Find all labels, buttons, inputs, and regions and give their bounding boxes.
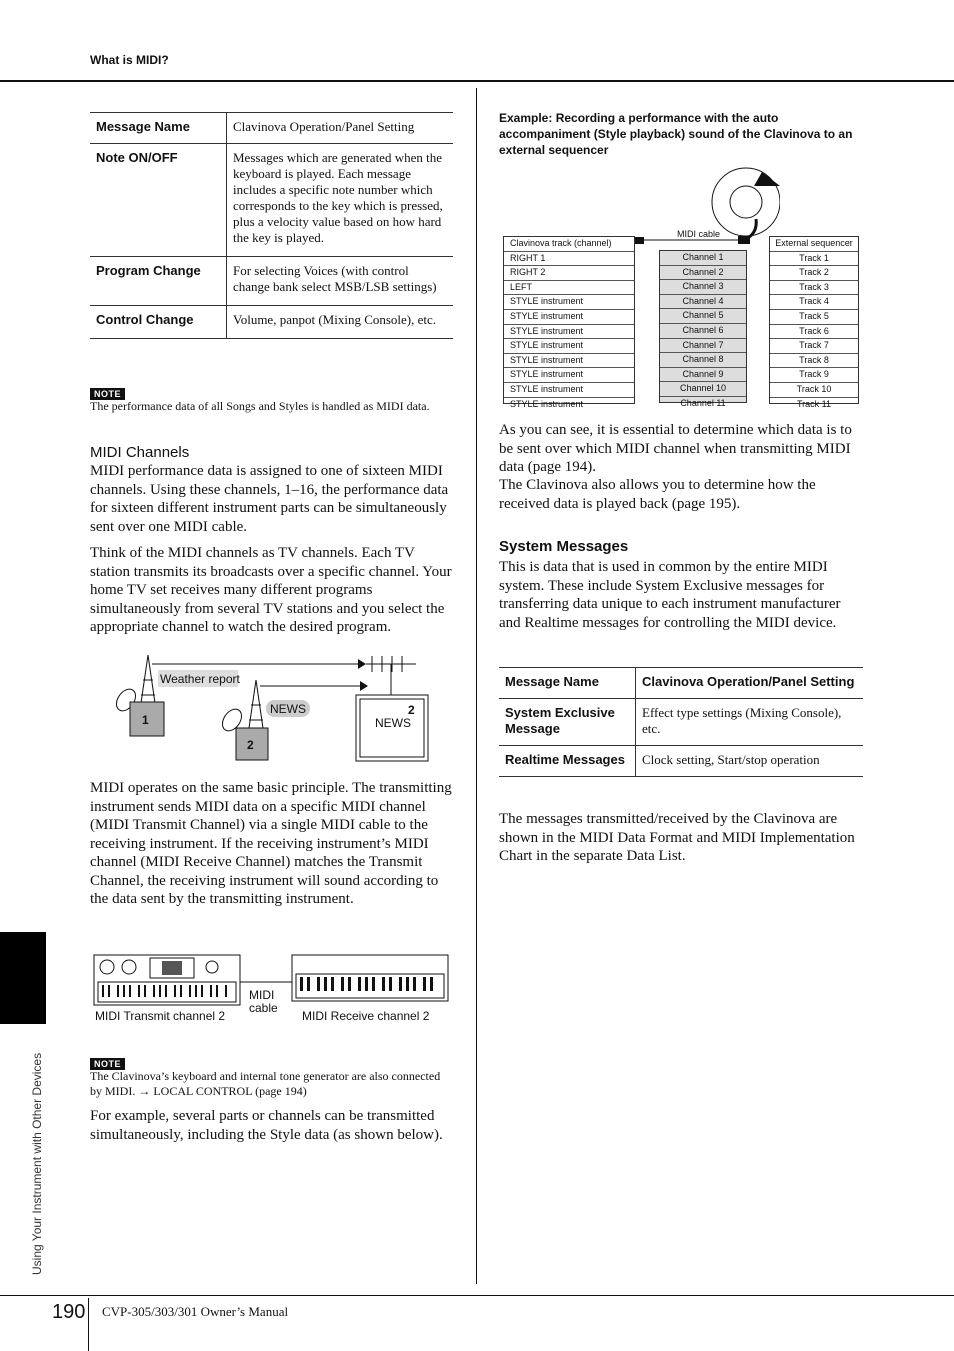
channel-item: Channel 3 [660, 280, 746, 295]
section-label: What is MIDI? [90, 53, 169, 67]
table-cell: Realtime Messages [499, 746, 636, 777]
cable-label-1: MIDI [249, 988, 275, 1002]
channel-item: Channel 6 [660, 324, 746, 339]
sequencer-track: Track 7 [770, 339, 858, 354]
column-divider [476, 88, 477, 1284]
channel-column [659, 250, 747, 408]
table-head-cell: Message Name [499, 668, 636, 699]
note-icon: NOTE [90, 388, 125, 400]
clavinova-track-column [503, 236, 635, 409]
side-tab [0, 932, 46, 1024]
sequencer-track: Track 5 [770, 310, 858, 325]
channel-item: Channel 11 [680, 397, 726, 408]
channel-item: Channel 10 [660, 382, 746, 397]
table-cell: System Exclusive Message [499, 699, 636, 746]
table-row [499, 746, 863, 777]
track-item: RIGHT 2 [504, 266, 634, 281]
paragraph: As you can see, it is essential to determine which data is to be sent over which MIDI channel when transmitting MIDI data (page 194). [499, 422, 852, 475]
sequencer-track: Track 10 [770, 383, 858, 398]
midi-cable-label: MIDI cable [677, 229, 721, 239]
top-rule [0, 80, 954, 82]
table-row [90, 144, 453, 257]
table-head-cell: Message Name [90, 113, 227, 144]
sequencer-track: Track 2 [770, 266, 858, 281]
table-row [499, 699, 863, 746]
track-item: STYLE instrument [504, 368, 634, 383]
manual-title: CVP-305/303/301 Owner’s Manual [102, 1304, 289, 1319]
table-cell: Clock setting, Start/stop operation [636, 746, 864, 777]
track-item: RIGHT 1 [504, 252, 634, 267]
weather-label: Weather report [160, 672, 240, 686]
note-icon: NOTE [90, 1058, 125, 1070]
table-row [499, 668, 863, 699]
external-sequencer-column [769, 236, 859, 409]
cable-label-2: cable [249, 1001, 278, 1015]
track-item: STYLE instrument [504, 339, 634, 354]
track-item: LEFT [504, 281, 634, 296]
paragraph: The Clavinova also allows you to determine how the received data is played back (page 195). [499, 477, 816, 512]
system-message-table [499, 667, 863, 777]
channel-item: Channel 8 [660, 353, 746, 368]
table-cell: Note ON/OFF [90, 144, 227, 257]
sequencer-track: Track 9 [770, 368, 858, 383]
channel-item: Channel 1 [660, 251, 746, 266]
table-cell: Messages which are generated when the keyboard is played. Each message includes a specific note number which corresponds to the key which is pressed, plus a velocity value based on how hard the key is played. [227, 144, 454, 257]
transmit-label: MIDI Transmit channel 2 [95, 1009, 226, 1023]
track-item: STYLE instrument [504, 295, 634, 310]
example-heading: Example: Recording a performance with the auto accompaniment (Style playback) sound of the Clavinova to an external sequencer [499, 111, 853, 157]
track-item: STYLE instrument [510, 398, 584, 409]
sequencer-track: Track 11 [796, 398, 831, 409]
paragraph: MIDI performance data is assigned to one of sixteen MIDI channels. Using these channels, 1–16, the performance data for sixteen different instrument parts can be simultaneously sent over one MIDI cable. [90, 463, 449, 535]
channel-2-label: 2 [247, 738, 254, 752]
news-label: NEWS [270, 702, 306, 716]
paragraph: For example, several parts or channels can be transmitted simultaneously, including the Style data (as shown below). [90, 1108, 443, 1143]
note-text-1: The performance data of all Songs and Styles is handled as MIDI data. [90, 399, 430, 413]
channel-1-label: 1 [142, 713, 149, 727]
note-text-2: The Clavinova’s keyboard and internal tone generator are also connected by MIDI. → LOCAL CONTROL (page 194) [90, 1069, 441, 1098]
sequencer-track: Track 3 [770, 281, 858, 296]
channel-item: Channel 7 [660, 339, 746, 354]
sequencer-track: Track 4 [770, 295, 858, 310]
track-item: STYLE instrument [504, 325, 634, 340]
paragraph: The messages transmitted/received by the Clavinova are shown in the MIDI Data Format and MIDI Implementation Chart in the separate Data List. [499, 811, 855, 864]
tv-channel-number: 2 [408, 703, 415, 717]
paragraph: Think of the MIDI channels as TV channels. Each TV station transmits its broadcasts over a specific channel. Your home TV set receives many different programs simultaneously from several TV stations and you select the appropriate channel to watch the desired program. [90, 545, 452, 635]
table-cell: Control Change [90, 306, 227, 339]
page-number-rule [88, 1298, 89, 1351]
table-row [90, 257, 453, 306]
table-head-cell: Clavinova Operation/Panel Setting [227, 113, 454, 144]
channel-item: Channel 5 [660, 309, 746, 324]
midi-channels-heading: MIDI Channels [90, 444, 190, 461]
table-head-cell: Clavinova Operation/Panel Setting [636, 668, 864, 699]
track-item: STYLE instrument [504, 354, 634, 369]
tv-screen-label: NEWS [375, 716, 411, 730]
column-header: External sequencer [770, 237, 858, 252]
channel-item: Channel 9 [660, 368, 746, 383]
channel-item: Channel 2 [660, 266, 746, 281]
table-row [90, 306, 453, 339]
channel-item: Channel 4 [660, 295, 746, 310]
track-item: STYLE instrument [504, 383, 634, 398]
paragraph: MIDI operates on the same basic principle. The transmitting instrument sends MIDI data on a specific MIDI channel (MIDI Transmit Channel) via a single MIDI cable to the receiving instrument. If the receiving instrument’s MIDI channel (MIDI Receive Channel) matches the Transmit Channel, the receiving instrument will sound according to the data sent by the transmitting instrument. [90, 780, 452, 907]
table-cell: Volume, panpot (Mixing Console), etc. [227, 306, 454, 339]
track-item: STYLE instrument [504, 310, 634, 325]
table-cell: Program Change [90, 257, 227, 306]
column-header: Clavinova track (channel) [504, 237, 634, 252]
bottom-rule [0, 1295, 954, 1296]
table-cell: Effect type settings (Mixing Console), etc. [636, 699, 864, 746]
page-number: 190 [52, 1301, 86, 1323]
paragraph: This is data that is used in common by the entire MIDI system. These include System Exclusive messages for transferring data unique to each instrument manufacturer and Realtime messages for controlling the MIDI device. [499, 559, 841, 631]
message-table [90, 112, 453, 339]
sequencer-track: Track 1 [770, 252, 858, 267]
table-row [90, 113, 453, 144]
sequencer-track: Track 6 [770, 325, 858, 340]
table-cell: For selecting Voices (with control change bank select MSB/LSB settings) [227, 257, 454, 306]
receive-label: MIDI Receive channel 2 [302, 1009, 430, 1023]
channel-mapping-diagram [503, 229, 859, 409]
side-tab-label: Using Your Instrument with Other Devices [30, 1052, 44, 1275]
system-messages-heading: System Messages [499, 538, 629, 555]
sequencer-track: Track 8 [770, 354, 858, 369]
